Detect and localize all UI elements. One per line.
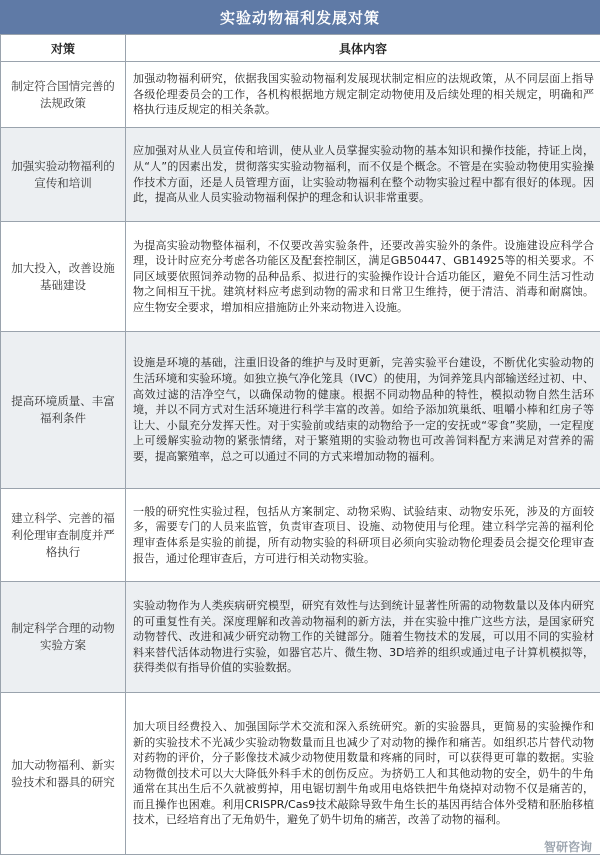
row-strategy: 加强实验动物福利的宣传和培训: [1, 128, 126, 222]
row-strategy: 加大投入，改善设施基础建设: [1, 222, 126, 332]
row-content: 应加强对从业人员宣传和培训，使从业人员掌握实验动物的基本知识和操作技能，持证上岗，从“人”的因素出发，贯彻落实实验动物福利，而不仅是个概念。不管是在实验动物使用实验操作技术方面，还是人员管理方面，让实验动物福利在整个动物实验过程中都有很好的体现。因此，提高从业人员实验动物福利保护的理念和认识非常重要。: [126, 128, 600, 222]
table-row: [1, 332, 600, 489]
row-content: 一般的研究性实验过程，包括从方案制定、动物采购、试验结束、动物安乐死，涉及的方面较多，需要专门的人员来监管，负责审查项目、设施、动物使用与伦理。建立科学完善的福利伦理审查体系是实验的前提，所有动物实验的科研项目必须向实验动物伦理委员会提交伦理审查报告，通过伦理审查后，方可进行相关动物实验。: [126, 489, 600, 582]
row-content: 加强动物福利研究，依据我国实验动物福利发展现状制定相应的法规政策，从不同层面上指导各级伦理委员会的工作，各机构根据地方规定制定动物使用及后续处理的相关规定，明确和严格执行违反规定的相关条款。: [126, 62, 600, 128]
table-row: [1, 693, 600, 855]
table-row: [1, 222, 600, 332]
header-content: 具体内容: [126, 35, 600, 62]
row-content: 设施是环境的基础，注重旧设备的维护与及时更新，完善实验平台建设，不断优化实验动物的生活环境和实验环境。如独立换气净化笼具（IVC）的使用，为饲养笼具内部输送经过初、中、高效过滤的洁净空气，以确保动物的健康。根据不同动物品种的特性，模拟动物自然生活环境，并以不同方式对生活环境进行科学丰富的改善。如给予添加筑巢纸、咀嚼小棒和红房子等让大、小鼠充分发挥天性。对于实验前或结束的动物给予一定的安抚或“零食”奖励，一定程度上可缓解实验动物的紧张情绪，对于繁殖期的实验动物也可改善饲料配方来满足对营养的需要，提高繁殖率，总之可以通过不同的方式来增加动物的福利。: [126, 332, 600, 489]
table-row: [1, 582, 600, 693]
row-strategy: 建立科学、完善的福利伦理审查制度并严格执行: [1, 489, 126, 582]
strategy-table: [0, 34, 600, 855]
table-row: [1, 128, 600, 222]
table-row: [1, 489, 600, 582]
row-strategy: 制定符合国情完善的法规政策: [1, 62, 126, 128]
row-content: 为提高实验动物整体福利，不仅要改善实验条件，还要改善实验外的条件。设施建设应科学合理，设计时应充分考虑各功能区及配套控制区，满足GB50447、GB14925等的相关要求。不同区域要依照饲养动物的品种品系、拟进行的实验操作设计合适功能区，避免不同生活习性动物之间相互干扰。建筑材料应考虑到动物的需求和日常卫生维持，便于清洁、消毒和耐腐蚀。应生物安全要求，增加相应措施防止外来动物进入设施。: [126, 222, 600, 332]
row-strategy: 加大动物福利、新实验技术和器具的研究: [1, 693, 126, 855]
table-row: [1, 62, 600, 128]
row-content: 加大项目经费投入、加强国际学术交流和深入系统研究。新的实验器具，更简易的实验操作和新的实验技术不光减少实验动物数量而且也减少了对动物的操作和痛苦。如组织芯片替代动物对药物的评价，分子影像技术减少动物使用数量和疼痛的同时，可以获得更可靠的数据。实验动物微创技术可以大大降低外科手术的创伤反应。为挤奶工人和其他动物的安全，奶牛的牛角通常在其出生后不久就被剪掉，用电锯切割牛角或用电烙铁把牛角烧掉对动物不仅是痛苦的，而且操作也困难。利用CRISPR/Cas9技术敲除导致牛角生长的基因再结合体外受精和胚胎移植技术，已经培育出了无角奶牛，避免了奶牛切角的痛苦，改善了动物的福利。: [126, 693, 600, 855]
row-strategy: 提高环境质量、丰富福利条件: [1, 332, 126, 489]
header-strategy: 对策: [1, 35, 126, 62]
table-title: 实验动物福利发展对策: [0, 0, 600, 34]
watermark: 智研咨询: [543, 840, 592, 854]
table-header-row: [1, 35, 600, 62]
row-strategy: 制定科学合理的动物实验方案: [1, 582, 126, 693]
row-content: 实验动物作为人类疾病研究模型，研究有效性与达到统计显著性所需的动物数量以及体内研究的可重复性有关。深度理解和改善动物福利的新方法，并在实验中推广这些方法，是国家研究动物替代、改进和减少研究动物工作的关键部分。随着生物技术的发展，可以用不同的实验材料来替代活体动物进行实验，如器官芯片、微生物、3D培养的组织或通过电子计算机模拟等，获得类似有指导价值的实验数据。: [126, 582, 600, 693]
